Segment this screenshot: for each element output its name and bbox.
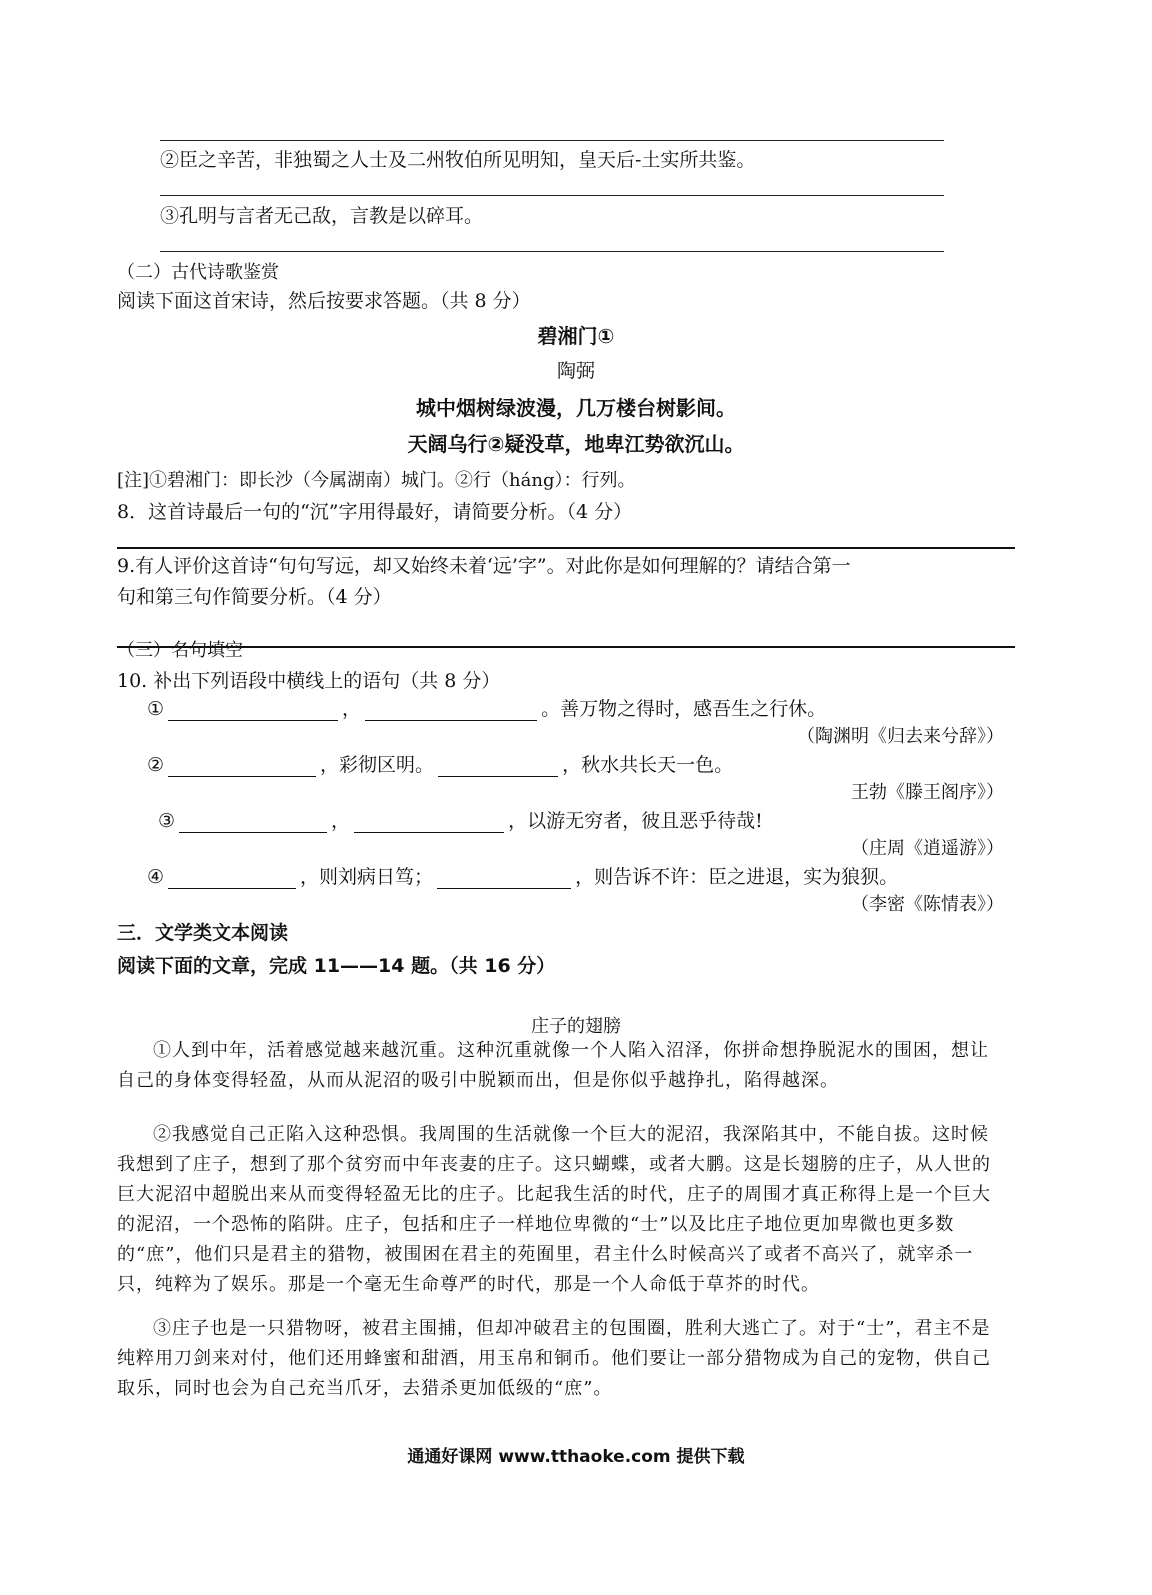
translation-item-2: ②臣之辛苦，非独蜀之人士及二州牧伯所见明知，皇天后-土实所共鉴。	[160, 149, 756, 171]
poem-title: 碧湘门①	[537, 324, 615, 348]
poem-note: [注]①碧湘门：即长沙（今属湖南）城门。②行（háng）：行列。	[117, 470, 636, 491]
fill-item-2	[147, 750, 733, 777]
fill-item-source: 王勃《滕王阁序》）	[851, 782, 1004, 803]
fill-item-number: ②	[147, 754, 165, 776]
section-heading-fill: （三）名句填空	[117, 640, 243, 661]
fill-item-source: （庄周《逍遥游》）	[851, 838, 1004, 859]
fill-item-tail: ，秋水共长天一色。	[562, 754, 734, 776]
fill-item-mid: ，彩彻区明。	[320, 754, 435, 776]
article-title: 庄子的翅膀	[531, 1016, 621, 1037]
fill-item-source: （李密《陈情表》）	[851, 894, 1004, 915]
question-8: 8．这首诗最后一句的“沉”字用得最好，请简要分析。（4 分）	[117, 501, 633, 523]
answer-line	[117, 646, 1015, 648]
translation-item-3: ③孔明与言者无己敌，言教是以碎耳。	[160, 205, 484, 227]
fill-blank[interactable]	[365, 700, 537, 721]
question-9-line-2: 句和第三句作简要分析。（4 分）	[117, 586, 392, 608]
fill-item-number: ④	[147, 866, 165, 888]
fill-blank[interactable]	[437, 868, 571, 889]
question-9-line-1: 9.有人评价这首诗“句句写远，却又始终未着‘远’字”。对此你是如何理解的？请结合第一	[117, 555, 851, 577]
poetry-instruction: 阅读下面这首宋诗，然后按要求答题。（共 8 分）	[117, 290, 531, 312]
fill-item-number: ①	[147, 698, 165, 720]
fill-blank[interactable]	[168, 700, 338, 721]
footer-credit: 通通好课网 www.tthaoke.com 提供下载	[407, 1447, 745, 1467]
fill-item-mid: ，	[331, 810, 351, 832]
poem-line-2: 天阔乌行②疑没草，地卑江势欲沉山。	[407, 432, 745, 456]
article-paragraph-3: ③庄子也是一只猎物呀，被君主围捕，但却冲破君主的包围圈，胜利大逃亡了。对于“士”，君主不是纯粹用刀剑来对付，他们还用蜂蜜和甜酒，用玉帛和铜币。他们要让一部分猎物成为自己的宠物，供自己取乐，同时也会为自己充当爪牙，去猎杀更加低级的“庶”。	[117, 1318, 991, 1399]
fill-item-source: （陶渊明《归去来兮辞》）	[797, 726, 1004, 747]
fill-item-tail: 。善万物之得时，感吾生之行休。	[541, 698, 827, 720]
fill-blank[interactable]	[168, 756, 316, 777]
fill-item-mid: ，则刘病日笃；	[300, 866, 434, 888]
answer-line	[117, 547, 1015, 549]
fill-blank[interactable]	[354, 812, 504, 833]
section-heading-poetry: （二）古代诗歌鉴赏	[117, 262, 279, 283]
fill-item-1	[147, 694, 826, 721]
fill-item-tail: ，以游无穷者，彼且恶乎待哉!	[508, 810, 763, 832]
fill-blank[interactable]	[438, 756, 558, 777]
question-10: 10. 补出下列语段中横线上的语句（共 8 分）	[117, 670, 501, 692]
answer-line	[160, 195, 944, 196]
article-paragraph-2: ②我感觉自己正陷入这种恐惧。我周围的生活就像一个巨大的泥沼，我深陷其中，不能自拔。这时候我想到了庄子，想到了那个贫穷而中年丧妻的庄子。这只蝴蝶，或者大鹏。这是长翅膀的庄子，从人世的巨大泥沼中超脱出来从而变得轻盈无比的庄子。比起我生活的时代，庄子的周围才真正称得上是一个巨大的泥沼，一个恐怖的陷阱。庄子，包括和庄子一样地位卑微的“士”以及比庄子地位更加卑微也更多数的“庶”，他们只是君主的猎物，被围困在君主的苑囿里，君主什么时候高兴了或者不高兴了，就宰杀一只，纯粹为了娱乐。那是一个毫无生命尊严的时代，那是一个人命低于草芥的时代。	[117, 1124, 991, 1295]
answer-line	[160, 140, 944, 141]
fill-blank[interactable]	[179, 812, 327, 833]
fill-item-3	[158, 806, 763, 833]
section-heading-literary: 三．文学类文本阅读	[117, 922, 289, 944]
fill-item-number: ③	[158, 810, 176, 832]
literary-instruction: 阅读下面的文章，完成 11——14 题。（共 16 分）	[117, 955, 556, 977]
poem-author: 陶弼	[556, 360, 595, 382]
answer-line	[160, 251, 944, 252]
fill-blank[interactable]	[168, 868, 296, 889]
fill-item-tail: ，则告诉不许：臣之进退，实为狼狈。	[575, 866, 899, 888]
article-paragraph-1: ①人到中年，活着感觉越来越沉重。这种沉重就像一个人陷入沼泽，你拼命想挣脱泥水的围困，想让自己的身体变得轻盈，从而从泥沼的吸引中脱颖而出，但是你似乎越挣扎，陷得越深。	[117, 1040, 989, 1091]
fill-item-4	[147, 862, 898, 889]
poem-line-1: 城中烟树绿波漫，几万楼台树影间。	[416, 396, 736, 420]
fill-item-mid: ，	[342, 698, 362, 720]
